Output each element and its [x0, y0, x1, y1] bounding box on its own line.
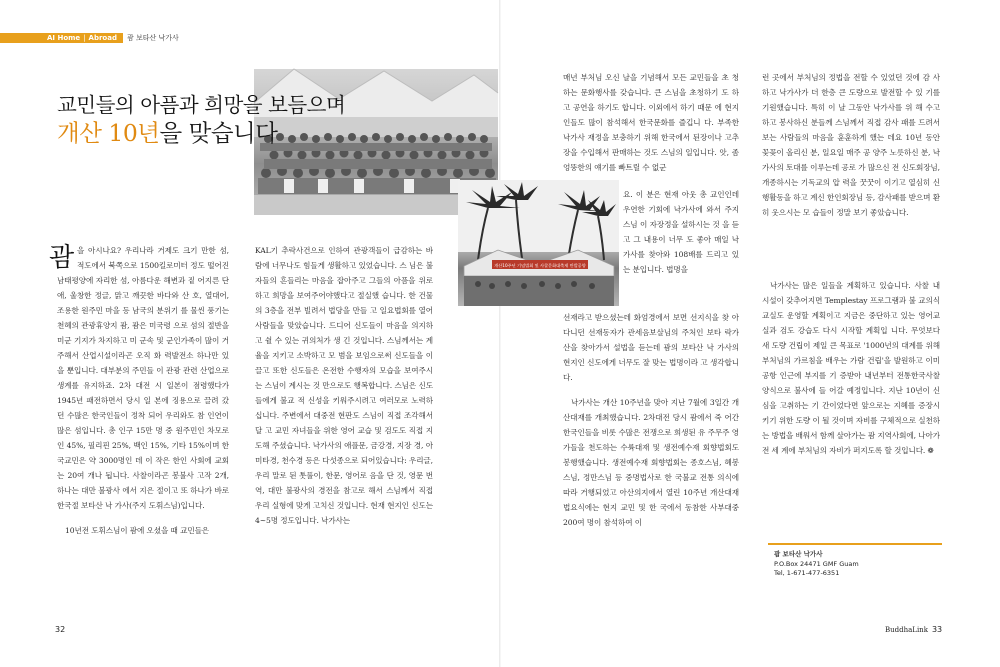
col4b-line-1: 내 시설이 갖추어지면 Templestay 프로그램과 불: [762, 281, 940, 305]
col1-line-15: 데 이 작은 한인 사회에 교회는 20여 개나 됩니다.: [57, 456, 229, 480]
col3c-line-2: 락가산을 찾아가서 설법을 듣는데 괌의 보타산 낙: [563, 328, 739, 352]
col3c-p2-line-5: 종호스님, 혜봉스님, 정만스님 등 중명법사로 한: [563, 458, 739, 482]
col1-line-6: 으로 섬의 절반을 미군 기지가 차지하고 미 군속 및: [57, 321, 229, 345]
col4a-line-7: 가 많으신 전 신도회장님, 개종하시는 기독교의 압: [762, 163, 940, 187]
col1-line-4: 호, 열대어, 조용한 원주민 마을 등 남국의 분위기: [57, 291, 229, 315]
header-home: AI Home: [47, 34, 81, 42]
col3c-line-1: 아 다니던 선재동자가 관세음보살님의 주처인 보타: [563, 313, 739, 337]
col3b-line-6: 찾아와 108배를 드리고: [648, 250, 728, 259]
body-column-3-bottom: [563, 310, 739, 592]
col1-line-11: 본에 징용으로 끌려 갔던 수많은 한국인들이 정착: [57, 396, 229, 420]
col2-line-6: 신도들이 마음을 의지하고 쉴 수 있는 귀의처가 생: [255, 321, 433, 345]
section-header: [0, 33, 179, 43]
body-column-1: [49, 243, 229, 591]
header-section: Abroad: [88, 34, 117, 42]
col4b-line-8: 어갈 예정입니다. 지난 10년이 신심을 고취하는 기: [762, 386, 940, 410]
col3a-line-6: 일입니다. 앗, 좀 엉뚱한의 얘기를 빠트릴 수 없군: [563, 148, 739, 172]
article-title-line1: 교민들의 아픔과 희망을 보듬으며: [57, 93, 346, 117]
col1-line-18: 가사(주지 도휘스님)입니다.: [114, 501, 205, 510]
col4b-line-3: 있는 영어교실과 검도 강습도 다시 시작할 계획입: [762, 311, 940, 335]
col1-line-10: 시 일본이 점령했다가 1945년 패전하면서 당시 일: [57, 381, 229, 405]
col3c-p2-line-6: 국불교 전통 의식에 따라 거행되었고 아산의지에서: [563, 473, 739, 497]
col4b-line-5: '1000년의 대계를 위해 부처님의 가르침을 배우는: [762, 341, 940, 365]
body-column-4-top: [762, 70, 940, 266]
col2-line-4: 습니다. 한 건물의 3층을 전부 빌려서 법당을 만들: [255, 291, 433, 315]
col2-line-17: 것, 영문 번역, 대만 불광사의 경전을 참고로 해서: [255, 471, 433, 495]
col4a-line-1: 사하고 낙가사가 더 한층 큰 도량으로 발전할 수 있: [762, 73, 940, 97]
col3c-p2-line-3: 주무주 영가들을 천도하는 수륙대재 및 생전예수재: [563, 428, 739, 452]
col2-para: [255, 243, 433, 528]
col4a-line-8: 력을 꿋꿋이 이기고 열심히 신행활동을 하고 계신: [762, 178, 940, 202]
col3c-line-3: 가사의 현지인 신도에게 너무도 잘 맞는 법명이라: [563, 343, 739, 367]
col3a-para: [563, 70, 739, 175]
col1-line-3: 어지른 단애, 울창한 정글, 맑고 깨끗한 바다와 산: [57, 276, 229, 300]
col4b-para: [762, 278, 940, 458]
col2-line-13: 고 교민 자녀들을 위한 영어 교습 및 검도도 직접: [264, 426, 424, 435]
col4a-line-2: 기를 기원했습니다. 특히 이 날 그동안 낙가사를 위: [762, 88, 940, 112]
col1-line-17: 에서 지은 절이고 또 하나가 바로 한국절 보타산 낙: [57, 486, 229, 510]
col4a-line-5: 데요 10년 동안 꽃꽂이 올리신 분, 일요일 매주 공: [762, 133, 940, 157]
col1-line-14: 백인 15%, 기타 15%이며 한국교민은 약 3000명인: [57, 441, 229, 465]
body-column-3-narrow: [623, 187, 739, 307]
col3c-para1: [563, 310, 739, 385]
col1-line-13: 15만 명 중 원주민인 차모로인 45%, 필리핀 25%,: [57, 426, 229, 450]
col4b-line-11: 배워서 함께 살아가는 괌 지역사회에, 나아가 전 세: [762, 431, 940, 455]
page-number-left: 32: [55, 625, 66, 634]
col2-line-5: 고 일요법회를 열어 사람들을 맞았습니다. 드디어: [255, 306, 433, 330]
col3c-p2-line-2: 어간 한국인들을 비롯 수많은 전쟁으로 희생된 유: [563, 413, 739, 437]
title-accent: 개산 10년: [57, 119, 160, 147]
contact-address: P.O.Box 24471 GMF Guam: [774, 559, 859, 568]
col3a-line-5: 된장이나 고추장을 수입해서 판매하는 것도 스님의: [563, 133, 739, 157]
col4a-line-4: 패를 드려서 보는 사람들의 마음을 훈훈하게 했는: [762, 118, 940, 142]
col3b-line-1: 교인인데 우연한 기회에: [623, 190, 739, 214]
col3b-line-0: 요. 이 분은 현재 아웃 총: [623, 190, 707, 199]
col2-line-3: 아픔을 위로하고 희망을 보여주어야했다고 절실했: [255, 276, 433, 300]
header-separator: |: [83, 34, 86, 42]
col2-line-15: 경, 아미타경, 천수경 등은 다섯종으로 되어있습니다:: [255, 441, 433, 465]
col3c-p2-line-8: 국에서 동참한 사부대중 200여 명이 참석하여 이: [563, 503, 739, 527]
col3c-p2-line-0: 낙가사는 개산 10주년을 맞아 지난 7월에 3일간: [571, 398, 730, 407]
col1-line-9: 이 관광 관련 산업으로 생계를 유지하죠. 2차 대전: [57, 366, 229, 390]
col2-line-2: 님은 불자들의 흔들리는 마음을 잡아주고 그들의: [255, 261, 433, 285]
col4b-line-0: 낙가사는 많은 일들을 계획하고 있습니다. 사찰: [770, 281, 929, 290]
col3c-para2: [563, 395, 739, 530]
contact-tel: Tel, 1-671-477-6351: [774, 569, 840, 577]
magazine-brand: BuddhaLink: [885, 626, 928, 634]
col2-line-7: 긴 것입니다. 스님께서는 계율을 지키고 소박하고 모: [255, 336, 433, 360]
col3a-line-1: 청하는 문화행사를 갖습니다. 큰 스님을 초청하기: [563, 73, 739, 97]
col4b-line-7: 증받아 내년부터 전통한국사찰 양식으로 불사에 들: [762, 371, 940, 395]
col4a-line-0: 런 곳에서 부처님의 정법을 전할 수 있었던 것에 감: [762, 73, 930, 82]
contact-title: 괌 보타산 낙가사: [774, 550, 823, 558]
col3c-p2-line-4: 회향법회도 봉행했습니다. 생전예수재 회향법회는: [563, 443, 739, 467]
tent-photo: [458, 180, 619, 306]
col3a-line-2: 도 하고 공연을 하기도 합니다. 이외에서 하기 때문: [563, 88, 739, 112]
col2-line-1: 바람에 너무나도 힘들게 생활하고 있었습니다. 스: [255, 246, 433, 270]
col3c-p2-line-7: 열린 10주년 개산대재 법요식에는 현지 교민 및 한: [563, 488, 739, 512]
col4b-line-12: 계에 부처님의 자비가 퍼지도록 할 것입니다. ❁: [781, 446, 934, 455]
col4b-line-9: 간이었다면 앞으로는 지혜를 증장시키기 위한 도량: [762, 401, 940, 425]
col3b-line-5: 도 좋아 매일 낙가사를: [623, 235, 739, 259]
col1-line-2: 떨어진 남태평양에 자리한 섬, 아름다운 해변과 짙: [57, 261, 229, 285]
col3b-para: [623, 187, 739, 277]
col2-line-14: 지도해 주셨습니다. 낙가사의 애플문, 금강경, 지장: [255, 426, 433, 450]
col4a-line-6: 양주 노릇하신 분, 낙가사의 토대를 이루는데 공로: [762, 148, 940, 172]
article-title-line2: [57, 114, 277, 148]
col1-line-5: 를 물씬 풍기는 천혜의 관광휴양지 괌, 괌은 미국령: [57, 306, 229, 330]
col3b-line-3: 이 자장정을 설하시는 것: [639, 220, 720, 229]
col1-line-7: 군인가족이 많이 거주해서 산업시설이라곤 오직 화: [57, 336, 229, 360]
col1-para1: [49, 243, 229, 513]
drop-cap: 괌: [49, 243, 75, 273]
col4b-line-4: 니다. 무엇보다 새 도량 건립이 제일 큰 목표로: [762, 326, 940, 350]
col1-line-12: 되어 우리와도 참 인연이 많은 섬입니다. 총 인구: [57, 411, 229, 435]
col4a-para: [762, 70, 940, 220]
col2-line-10: 것 만으로도 행복합니다. 스님은 신도들에게 불교: [255, 381, 433, 405]
col1-line-8: 력발전소 하나만 있을 뿐입니다. 대부분의 주민들: [57, 351, 229, 375]
col2-line-8: 범을 보임으로써 신도들을 이끌고 또한 신도들은: [255, 351, 433, 375]
col2-line-16: 우리글, 우리 말로 된 톳풀이, 한문, 영어로 음을 단: [255, 456, 433, 480]
col3c-p2-line-1: 개산대재를 개최했습니다. 2차대전 당시 괌에서 죽: [563, 398, 739, 422]
page-number-right-value: 33: [931, 625, 943, 634]
contact-box: [768, 543, 942, 593]
col4a-line-10: 습들이 정말 보기 좋았습니다.: [812, 208, 909, 217]
body-column-4-bottom: [762, 278, 940, 500]
col3b-line-2: 낙가사에 와서 주지스님: [623, 205, 739, 229]
col3b-line-4: 을 듣고 그 내용이 너무: [623, 220, 739, 244]
col4a-line-9: 한인회장님 등, 감사패를 받으며 환히 웃으시는 모: [762, 193, 940, 217]
col2-line-19: 현재 현지인 신도는 4~5명 정도입니다. 낙가사는: [255, 501, 433, 525]
page-fold: [499, 0, 501, 667]
col2-line-11: 적 신성을 키워주시려고 여러모로 노력하십니다.: [255, 396, 433, 420]
col4b-line-2: 교의식 교실도 운영할 계획이고 지금은 중단하고: [762, 296, 940, 320]
col2-line-18: 스님께서 직접 우리 실형에 맞게 고치신 것입니다.: [255, 486, 433, 510]
col4a-line-3: 해 수고하고 봉사하신 분들께 스님께서 직접 감사: [762, 103, 940, 127]
col3c-line-4: 고 생각합니다.: [563, 358, 739, 382]
col2-line-9: 온전한 수행자의 모습을 보여주시는 스님이 계시는: [255, 366, 433, 390]
col4b-line-6: 가람 건립'을 발원하고 이미 공항 인근에 부지를 기: [762, 356, 940, 380]
title-rest: 을 맞습니다: [159, 119, 278, 147]
body-column-2: [255, 243, 433, 591]
page-number-right: [885, 625, 942, 634]
col1-line-0: 을 아시나요? 우리나라 거제도 크기 만한: [77, 246, 216, 255]
col1-para2: 10년전 도휘스님이 괌에 오셨을 때 교민들은: [65, 526, 210, 535]
tent-banner-text: 개산10주년 기념법회 및 사찰문화대축제 만발공양: [494, 262, 586, 268]
col3c-line-0: 선재라고 받으셨는데 화엄경에서 보면 선지식을 찾: [563, 313, 729, 322]
col3a-line-3: 에 현지인들도 많이 참석해서 한국문화를 즐깁니: [563, 103, 739, 127]
col1-line-1: 섬, 적도에서 북쪽으로 1500킬로미터 정도: [77, 246, 229, 270]
col2-line-0: KAL기 추락사건으로 인하여 관광객들이 급감하는: [255, 246, 423, 255]
body-column-3-top: [563, 70, 739, 182]
col3a-line-0: 매년 부처님 오신 날을 기념해서 모든 교민들을 초: [563, 73, 729, 82]
col2-line-12: 주변에서 대중전 현판도 스님이 직접 조각해서 달: [255, 411, 433, 435]
header-band: [0, 33, 123, 43]
tent-photo-illustration: [458, 180, 619, 306]
col4b-line-10: 이 될 것이며 자비를 구체적으로 실천하는 방법을: [762, 416, 940, 440]
col3a-line-4: 다. 부족한 낙가사 재정을 보충하기 위해 한국에서: [563, 118, 739, 142]
col3b-line-7: 있는 분입니다. 법명을: [623, 250, 739, 274]
col1-line-16: 사찰이라곤 봉불사 고작 2개, 하나는 대만 불광사: [57, 471, 229, 495]
header-article-title: 괌 보타산 낙가사: [126, 34, 179, 42]
